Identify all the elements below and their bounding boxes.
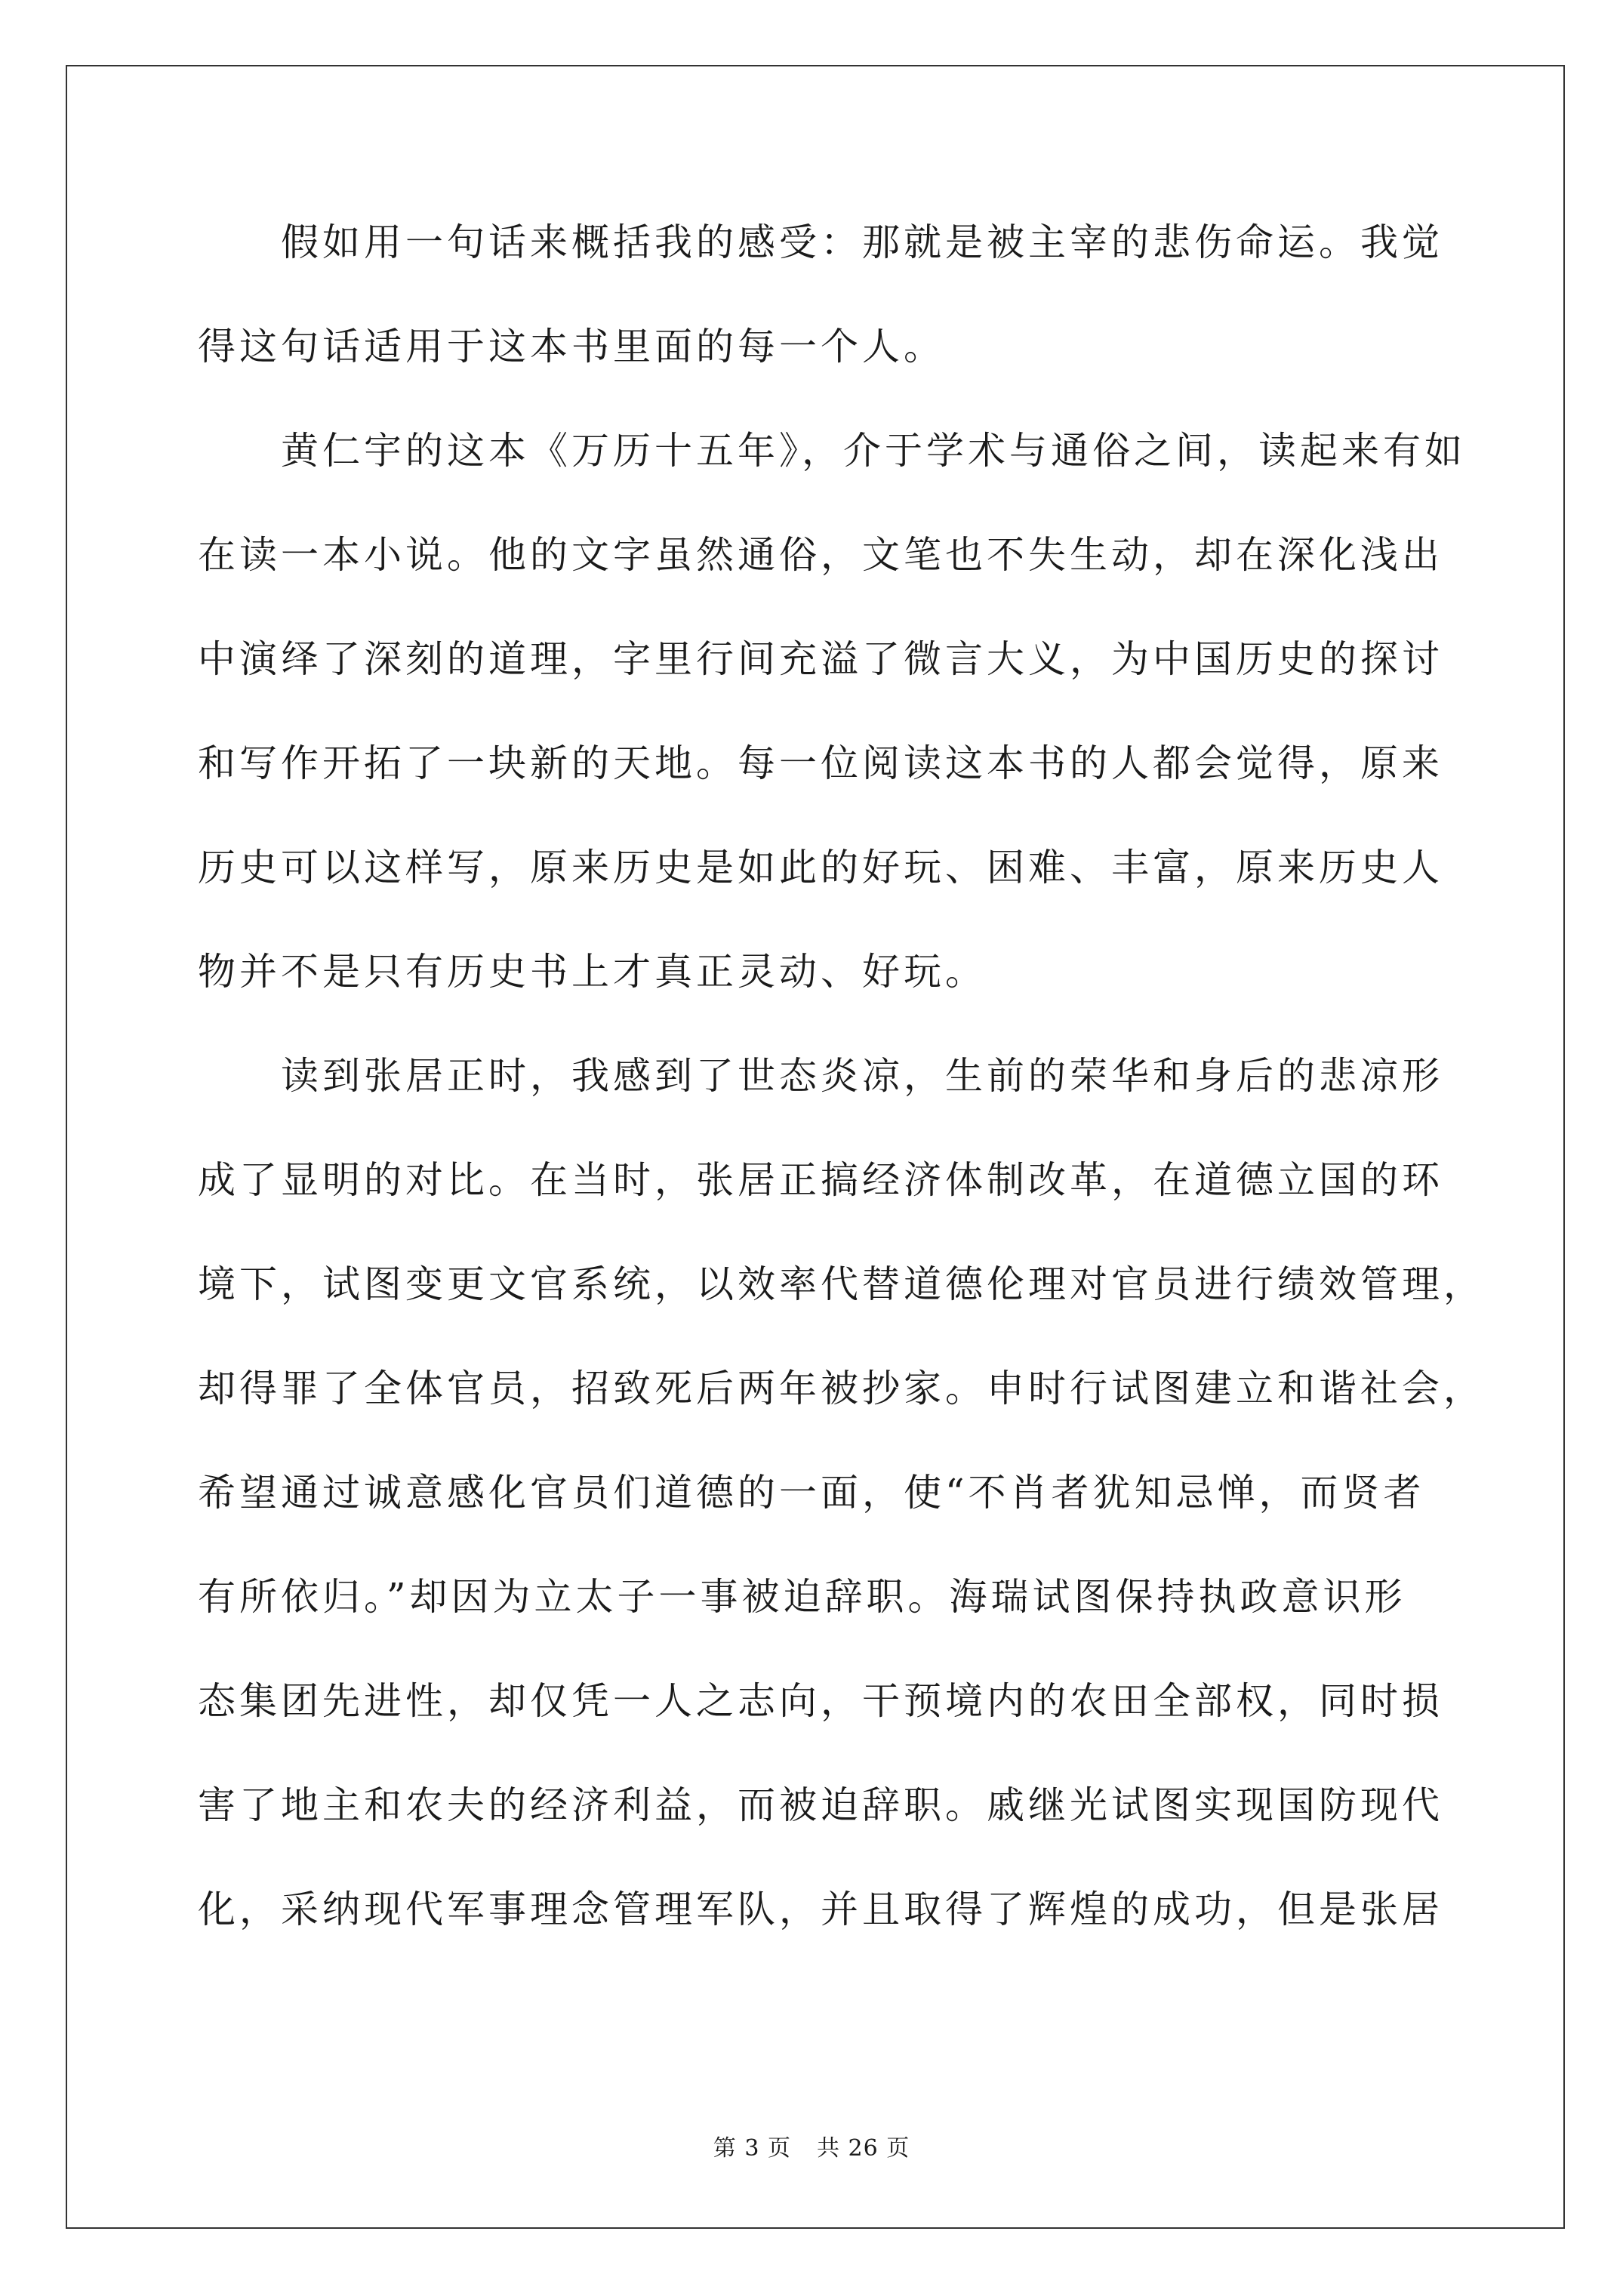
text-line: 希望通过诚意感化官员们道德的一面，使“不肖者犹知忌惮，而贤者 [198, 1471, 1425, 1515]
text-line: 黄仁宇的这本《万历十五年》，介于学术与通俗之间，读起来有如 [281, 429, 1466, 473]
text-line: 物并不是只有历史书上才真正灵动、好玩。 [198, 950, 987, 994]
text-line: 假如用一句话来概括我的感受：那就是被主宰的悲伤命运。我觉 [281, 220, 1443, 264]
document-body [198, 220, 1485, 1995]
text-line: 在读一本小说。他的文字虽然通俗，文笔也不失生动，却在深化浅出 [198, 533, 1443, 577]
text-line: 态集团先进性，却仅凭一人之志向，干预境内的农田全部权，同时损 [198, 1679, 1443, 1723]
page-footer [0, 2129, 1623, 2162]
text-line: 读到张居正时，我感到了世态炎凉，生前的荣华和身后的悲凉形 [281, 1054, 1443, 1098]
page-total: 共 26 页 [816, 2135, 910, 2162]
text-line: 中演绎了深刻的道理，字里行间充溢了微言大义，为中国历史的探讨 [198, 637, 1443, 681]
text-line: 却得罪了全体官员，招致死后两年被抄家。申时行试图建立和谐社会， [198, 1367, 1485, 1410]
page-number: 第 3 页 [713, 2135, 791, 2162]
text-line: 得这句话适用于这本书里面的每一个人。 [198, 325, 945, 368]
text-line: 化，采纳现代军事理念管理军队，并且取得了辉煌的成功，但是张居 [198, 1888, 1443, 1931]
text-line: 境下，试图变更文官系统，以效率代替道德伦理对官员进行绩效管理， [198, 1262, 1485, 1306]
text-line: 历史可以这样写，原来历史是如此的好玩、困难、丰富，原来历史人 [198, 846, 1443, 889]
text-line: 成了显明的对比。在当时，张居正搞经济体制改革，在道德立国的环 [198, 1158, 1443, 1202]
text-line: 害了地主和农夫的经济利益，而被迫辞职。戚继光试图实现国防现代 [198, 1783, 1443, 1827]
text-line: 有所依归。”却因为立太子一事被迫辞职。海瑞试图保持执政意识形 [198, 1575, 1406, 1619]
text-line: 和写作开拓了一块新的天地。每一位阅读这本书的人都会觉得，原来 [198, 741, 1443, 785]
